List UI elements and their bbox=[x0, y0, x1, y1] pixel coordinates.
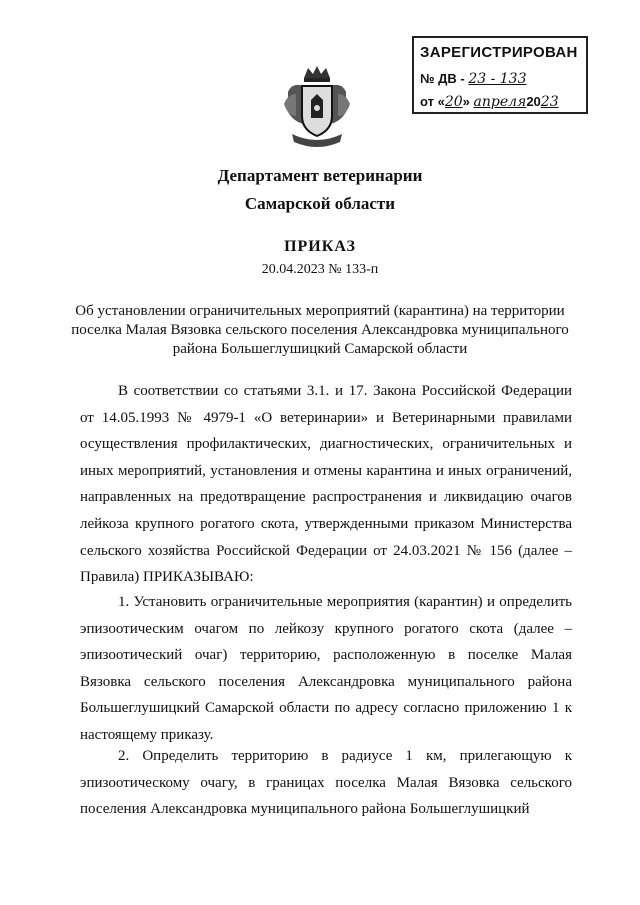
order-title: ПРИКАЗ bbox=[284, 238, 356, 255]
stamp-heading: ЗАРЕГИСТРИРОВАН bbox=[420, 44, 578, 61]
stamp-date-year-prefix: 20 bbox=[526, 94, 541, 109]
stamp-date-line bbox=[420, 94, 559, 110]
stamp-date-prefix: от « bbox=[420, 94, 445, 109]
stamp-number-value: 23 - 133 bbox=[468, 71, 527, 87]
registration-stamp bbox=[412, 36, 588, 114]
body-paragraph-item-1: 1. Установить ограничительные мероприятия (карантин) и определить эпизоотическим очагом по лейкозу крупного рогатого скота (далее – эпизоотический очаг) территорию, расположенную в поселке Малая Вязовка сельского поселения Александровка муниципального района Большеглушицкий Самарской области по адресу согласно приложению 1 к настоящему приказу. bbox=[80, 594, 572, 743]
order-number: 20.04.2023 № 133-п bbox=[261, 262, 379, 277]
stamp-number-label: № ДВ - bbox=[420, 71, 465, 86]
department-name: Департамент ветеринарии bbox=[217, 166, 423, 185]
stamp-date-month: апреля bbox=[473, 94, 527, 110]
stamp-number-line bbox=[420, 71, 527, 87]
stamp-date-year: 23 bbox=[540, 94, 559, 110]
stamp-date-day: 20 bbox=[444, 94, 463, 110]
body-paragraph-item-2: 2. Определить территорию в радиусе 1 км, прилегающую к эпизоотическому очагу, в границах поселка Малая Вязовка сельского поселения Александровка муниципального района Большеглушицкий bbox=[80, 748, 572, 818]
stamp-date-mid: » bbox=[462, 94, 470, 109]
body-paragraph-preamble: В соответствии со статьями 3.1. и 17. Закона Российской Федерации от 14.05.1993 № 4979-1 «О ветеринарии» и Ветеринарными правилами осуществления профилактических, диагностических, ограничительных и иных мероприятий, установления и отмены карантина и иных ограничений, направленных на предотвращение распространения и ликвидацию очагов лейкоза крупного рогатого скота, утвержденными приказом Министерства сельского хозяйства Российской Федерации от 24.03.2021 № 156 (далее – Правила) ПРИКАЗЫВАЮ: bbox=[80, 383, 572, 586]
order-subject: Об установлении ограничительных мероприятий (карантина) на территории поселка Малая Вязовка сельского поселения Александровка муниципального района Большеглушицкий Самарской области bbox=[71, 303, 569, 357]
department-region: Самарской области bbox=[244, 194, 396, 213]
coat-of-arms-icon bbox=[282, 64, 352, 150]
